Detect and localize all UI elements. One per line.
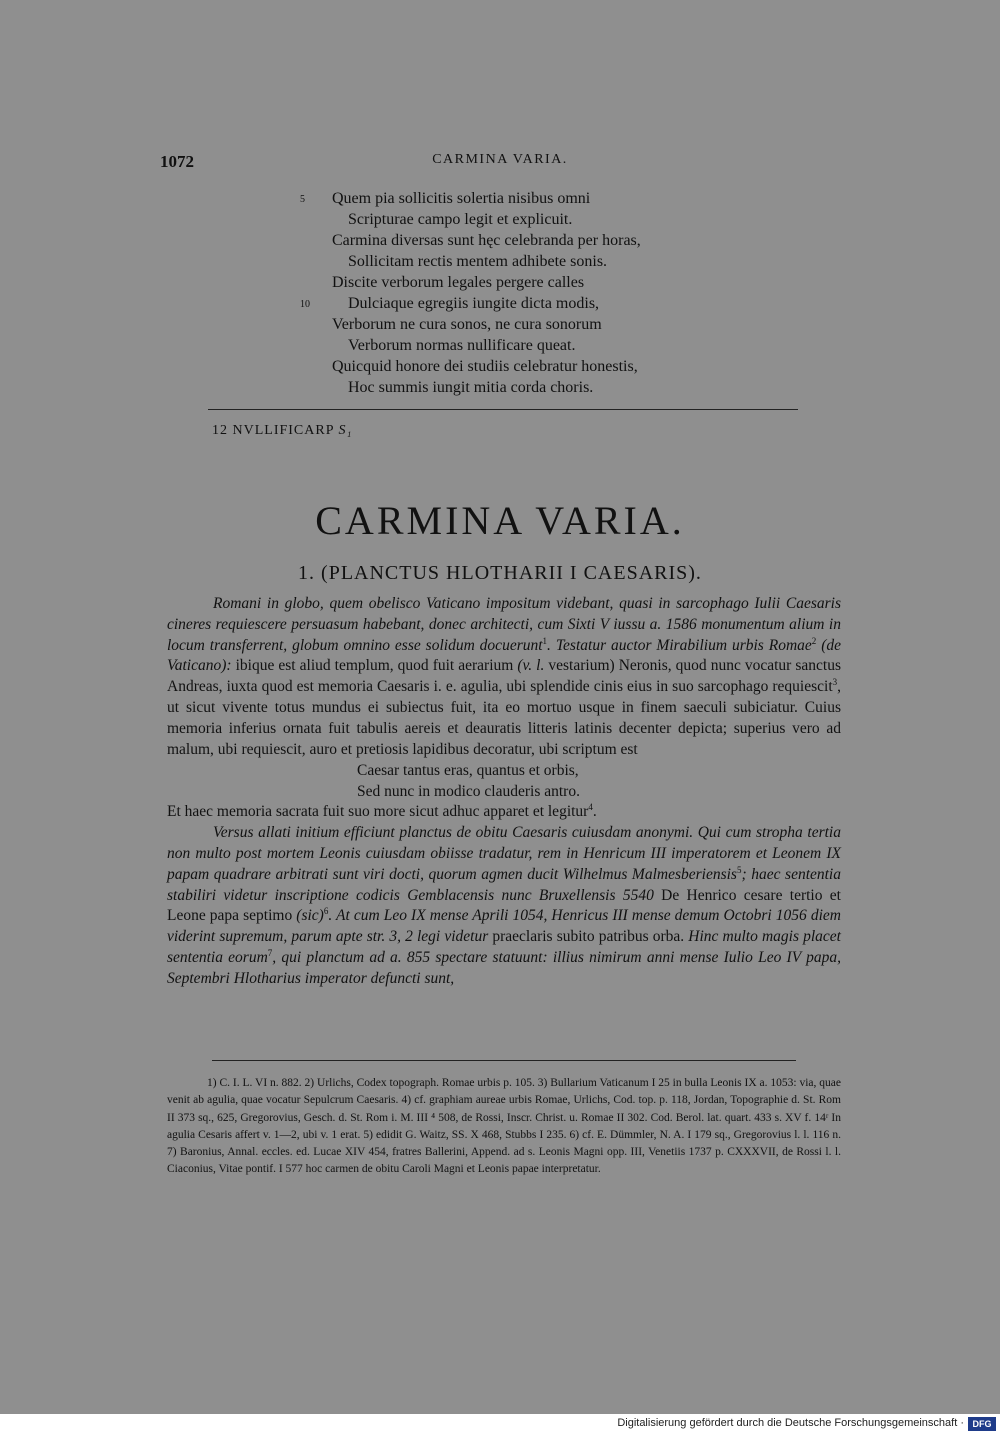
text-roman: , ut sicut vivente totus mundus ei subiectus fuit, ita eo mortuo usque in finem saeculi subiciatur. Cuius memoria inferius ornata fuit tabulis aereis et deauratis litteris latinis decenter depicta; superius vero ad malum, ubi requiescit, auro et pretiosis lapidibus decoratur, ubi scriptum est: [167, 678, 841, 758]
text-italic: Romani in globo, quem obelisco Vaticano impositum videbant, quasi in sarcophago Iulii Caesaris cineres requiescere persuasum habebant, donec architecti, cum Sixti V iussu a. 1586 monumentum alium in locum transferrent, globum omnino esse solidum docuerunt: [167, 595, 841, 654]
poem-line: [300, 209, 820, 230]
footnote-ref: 5: [736, 864, 742, 875]
text-roman: ibique est aliud templum, quod fuit aerarium: [231, 657, 518, 675]
paragraph: [167, 823, 841, 989]
poem-line-text: Quem pia sollicitis solertia nisibus omni: [332, 190, 591, 207]
text-roman: De Henrico cesare tertio et Leone papa septimo: [167, 886, 841, 925]
main-text: [167, 594, 841, 990]
poem-line: [300, 314, 820, 335]
apparatus-line: 12: [212, 423, 228, 438]
text-italic: , qui planctum ad a. 855 spectare statuunt: illius nimirum anni mense Iulio Leo IV papa, Septembri Hlotharius imperator defuncti sunt,: [167, 948, 841, 987]
poem-line: [300, 356, 820, 377]
verse-line: Caesar tantus eras, quantus et orbis,: [357, 762, 579, 780]
poem-line-text: Verborum ne cura sonos, ne cura sonorum: [332, 316, 602, 333]
poem-line-text: Quicquid honore dei studiis celebratur honestis,: [332, 358, 638, 375]
line-number: 10: [300, 299, 310, 310]
poem-line: [300, 377, 820, 398]
poem-line: [300, 230, 820, 251]
text-italic: . Testatur auctor Mirabilium urbis Romae: [547, 636, 812, 654]
poem-line-text: Sollicitam rectis mentem adhibete sonis.: [348, 253, 608, 270]
paragraph: [167, 594, 841, 760]
dfg-logo[interactable]: DFG: [968, 1417, 996, 1431]
text-roman: Et haec memoria sacrata fuit suo more sicut adhuc apparet et legitur: [167, 803, 589, 821]
text-roman: .: [592, 803, 597, 821]
footnote-ref: 1: [542, 635, 548, 646]
apparatus-note: [212, 423, 352, 439]
poem-line: [300, 272, 820, 293]
text-italic: Hinc multo magis placet sententia eorum: [167, 928, 841, 966]
footnote-ref: 7: [267, 947, 273, 958]
text-roman: praeclaris subito patribus orba.: [488, 928, 685, 946]
poem-line: [300, 293, 820, 314]
footnote-ref: 4: [588, 802, 593, 813]
apparatus-reading: NVLLIFICARP: [232, 423, 334, 438]
inscription-verse: [357, 760, 841, 802]
apparatus-siglum: S₁: [338, 423, 353, 438]
section-title: CARMINA VARIA.: [315, 498, 685, 543]
poem-line-text: Dulciaque egregiis iungite dicta modis,: [348, 295, 600, 312]
apparatus-divider: [208, 409, 798, 410]
poem-line-text: Discite verborum legales pergere calles: [332, 274, 585, 291]
poem-line-text: Verborum normas nullificare queat.: [348, 337, 576, 354]
verse-line: Sed nunc in modico clauderis antro.: [357, 783, 580, 801]
poem: [300, 188, 820, 398]
running-title: CARMINA VARIA.: [432, 152, 568, 167]
text-italic: Versus allati initium efficiunt planctus de obitu Caesaris cuiusdam anonymi. Qui cum stropha tertia non multo post mortem Leonis cuiusdam obiisse tradatur, rem in Henricum III imperatorem et Leonem IX papam quadrare arbitrati sunt viri docti, quorum agmen ducit Wilhelmus Malmesberiensis: [167, 824, 841, 883]
footer-bar: [0, 1414, 1000, 1434]
poem-line: [300, 251, 820, 272]
poem-line-text: Carmina diversas sunt hęc celebranda per horas,: [332, 232, 641, 249]
footnote-ref: 3: [832, 677, 838, 688]
text-italic: (sic): [296, 907, 324, 925]
poem-line: [300, 188, 820, 209]
paragraph: [167, 802, 841, 823]
funding-credit: Digitalisierung gefördert durch die Deutsche Forschungsgemeinschaft ·: [617, 1417, 964, 1429]
poem-line: [300, 335, 820, 356]
poem-line-text: Hoc summis iungit mitia corda choris.: [348, 379, 594, 396]
text-italic: (de Vaticano):: [167, 636, 842, 675]
footnote-ref: 2: [811, 635, 817, 646]
page-number: 1072: [160, 152, 194, 171]
footnote-text: 1) C. I. L. VI n. 882. 2) Urlichs, Codex topograph. Romae urbis p. 105. 3) Bullarium Vaticanum I 25 in bulla Leonis IX a. 1053: via, quae venit ab agulia, quae vocatur Sepulcrum Caesaris. 4) cf. graphiam aureae urbis Romae, Urlichs, Cod. top. p. 118, Jordan, Topographie d. St. Rom II 373 sq., 625, Gregorovius, Gesch. d. St. Rom i. M. III ⁴ 508, de Rossi, Inscr. Christ. u. Romae II 302. Cod. Berol. lat. quart. 433 s. XV f. 14ʳ In agulia Cesaris affert v. 1—2, ubi v. 1 erat. 5) edidit G. Waitz, SS. X 468, Stubbs I 235. 6) cf. E. Dümmler, N. A. I 179 sq., Gregorovius l. l. 116 n. 7) Baronius, Annal. eccles. ed. Lucae XIV 454, fratres Ballerini, Append. ad s. Leonis Magni opp. III, Venetiis 1737 p. CXXXVII, de Rossi l. l. Ciaconius, Vitae pontif. I 577 hoc carmen de obitu Caroli Magni et Leonis papae interpretatur.: [167, 1077, 841, 1176]
poem-line-text: Scripturae campo legit et explicuit.: [348, 211, 573, 228]
footnote-ref: 6: [323, 906, 329, 917]
footnotes: [167, 1075, 841, 1179]
section-subtitle: 1. (PLANCTUS HLOTHARII I CAESARIS).: [298, 562, 702, 584]
line-number: 5: [300, 194, 305, 205]
page-header: [160, 152, 840, 174]
text-roman: vestarium) Neronis, quod nunc vocatur sanctus Andreas, iuxta quod est memoria Caesaris i. e. agulia, ubi splendide cinis eius in suo sarcophago requiescit: [167, 657, 841, 696]
text-italic: . At cum Leo IX mense Aprili 1054, Henricus III mense demum Octobri 1056 diem viderint supremum, parum apte str. 3, 2 legi videtur: [167, 907, 841, 946]
text-italic: (v. l.: [517, 657, 545, 675]
text-italic: ; haec sententia stabiliri videtur inscriptione codicis Gemblacensis nunc Bruxellensis 5540: [167, 865, 841, 904]
footnote-divider: [212, 1060, 796, 1061]
